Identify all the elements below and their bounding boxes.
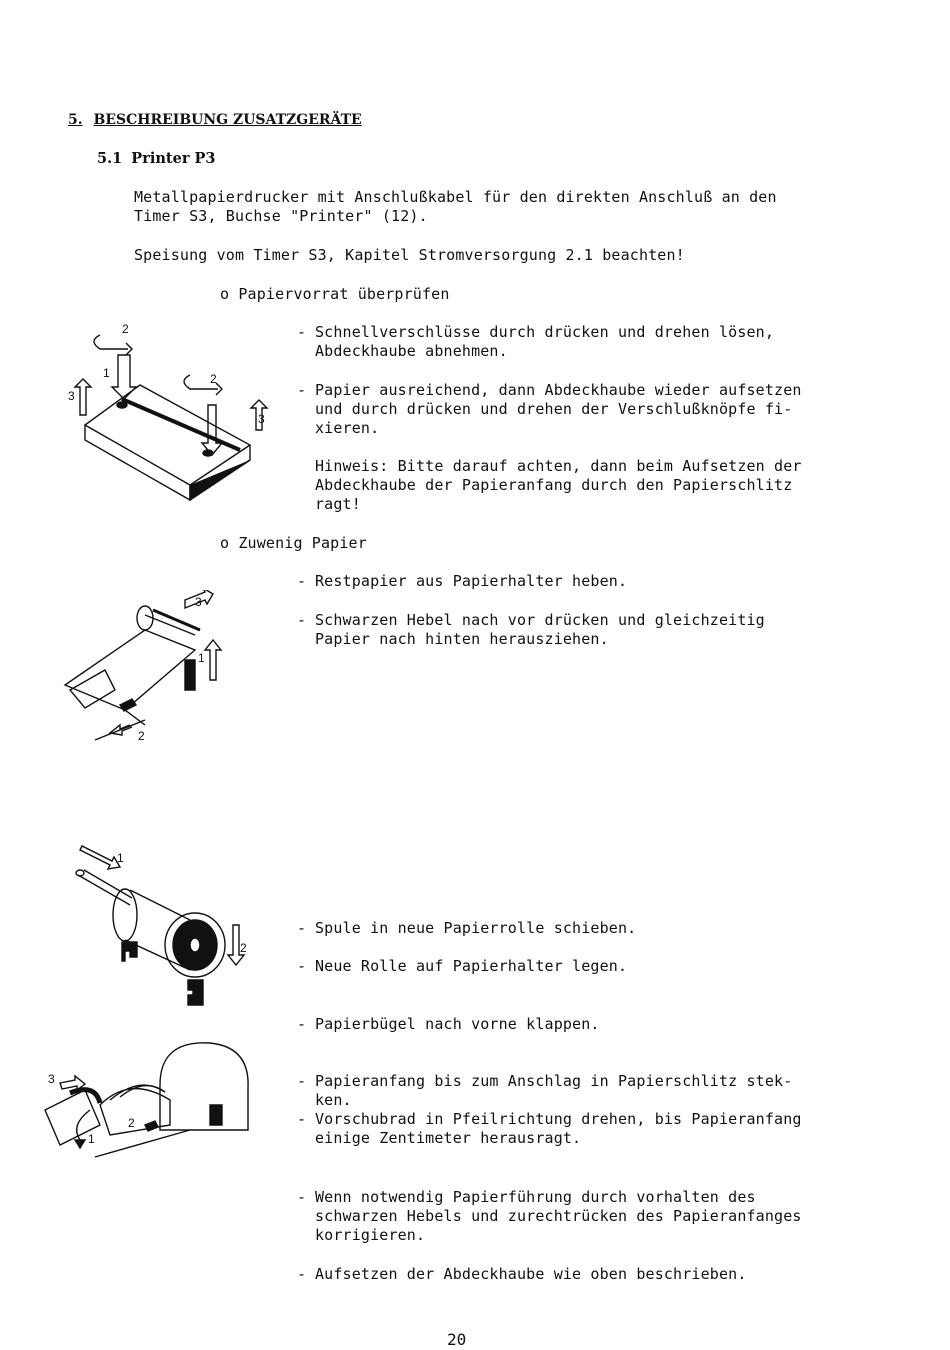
fig1-label-1: 1 xyxy=(103,366,110,380)
hint-line-3: ragt! xyxy=(315,495,361,513)
fig4-label-1: 1 xyxy=(88,1132,95,1146)
step-dash: - xyxy=(297,1188,307,1206)
step-dash: - xyxy=(297,611,307,629)
fig1-label-2a: 2 xyxy=(122,322,129,336)
final-step-1-line-3: korrigieren. xyxy=(315,1226,426,1244)
low-step-2-line-2: Papier nach hinten herausziehen. xyxy=(315,630,609,648)
final-step-2-line-1: Aufsetzen der Abdeckhaube wie oben beschrieben. xyxy=(315,1265,747,1283)
step-dash: - xyxy=(297,1015,307,1033)
printer-cover-illustration xyxy=(60,315,270,515)
final-step-1-line-1: Wenn notwendig Papierführung durch vorhalten des xyxy=(315,1188,756,1206)
fig2-label-3: 3 xyxy=(195,595,202,609)
supply-note: Speisung vom Timer S3, Kapitel Stromversorgung 2.1 beachten! xyxy=(134,246,685,264)
low-step-1-line-1: Restpapier aus Papierhalter heben. xyxy=(315,572,628,590)
fig3-label-2: 2 xyxy=(240,941,247,955)
roll-step-2: Neue Rolle auf Papierhalter legen. xyxy=(315,957,628,975)
check-step-1-line-1: Schnellverschlüsse durch drücken und drehen lösen, xyxy=(315,323,775,341)
check-step-2-line-2: und durch drücken und drehen der Verschlußknöpfe fi- xyxy=(315,400,793,418)
hint-line-2: Abdeckhaube der Papieranfang durch den Papierschlitz xyxy=(315,476,793,494)
check-step-2-line-3: xieren. xyxy=(315,419,380,437)
fig1-label-3b: 3 xyxy=(258,412,265,426)
step-dash: - xyxy=(297,1110,307,1128)
paper-roll-illustration xyxy=(70,840,260,1015)
low-heading: o Zuwenig Papier xyxy=(220,534,367,552)
fig1-label-3a: 3 xyxy=(68,389,75,403)
remove-paper-illustration xyxy=(55,590,245,750)
insert-step-2-line-2: einige Zentimeter herausragt. xyxy=(315,1129,582,1147)
step-dash: - xyxy=(297,572,307,590)
subsection-heading xyxy=(97,150,216,167)
check-heading: o Papiervorrat überprüfen xyxy=(220,285,450,303)
section-number: 5. xyxy=(68,112,83,128)
step-dash: - xyxy=(297,957,307,975)
insert-step-1-line-1: Papieranfang bis zum Anschlag in Papierschlitz stek- xyxy=(315,1072,793,1090)
page-number: 20 xyxy=(447,1330,467,1349)
fig2-label-1: 1 xyxy=(198,651,205,665)
insert-step-1-line-2: ken. xyxy=(315,1091,352,1109)
step-dash: - xyxy=(297,1072,307,1090)
paper-insert-illustration xyxy=(40,1035,250,1170)
check-step-1-line-2: Abdeckhaube abnehmen. xyxy=(315,342,508,360)
intro-line-2: Timer S3, Buchse "Printer" (12). xyxy=(134,207,428,225)
hint-line-1: Hinweis: Bitte darauf achten, dann beim Aufsetzen der xyxy=(315,457,802,475)
section-heading xyxy=(68,112,362,128)
fig4-label-2: 2 xyxy=(128,1116,135,1130)
roll-step-1: Spule in neue Papierrolle schieben. xyxy=(315,919,637,937)
intro-line-1: Metallpapierdrucker mit Anschlußkabel für den direkten Anschluß an den xyxy=(134,188,777,206)
step-dash: - xyxy=(297,1265,307,1283)
final-step-1-line-2: schwarzen Hebels und zurechtrücken des Papieranfanges xyxy=(315,1207,802,1225)
fig1-label-2b: 2 xyxy=(210,372,217,386)
fig2-label-2: 2 xyxy=(138,729,145,743)
fig3-label-1: 1 xyxy=(117,851,124,865)
low-step-2-line-1: Schwarzen Hebel nach vor drücken und gleichzeitig xyxy=(315,611,765,629)
section-title: BESCHREIBUNG ZUSATZGERÄTE xyxy=(93,112,362,128)
roll-step-3: Papierbügel nach vorne klappen. xyxy=(315,1015,600,1033)
subsection-title: Printer P3 xyxy=(131,150,216,167)
step-dash: - xyxy=(297,381,307,399)
check-step-2-line-1: Papier ausreichend, dann Abdeckhaube wieder aufsetzen xyxy=(315,381,802,399)
subsection-number: 5.1 xyxy=(97,150,123,167)
insert-step-2-line-1: Vorschubrad in Pfeilrichtung drehen, bis Papieranfang xyxy=(315,1110,802,1128)
step-dash: - xyxy=(297,323,307,341)
step-dash: - xyxy=(297,919,307,937)
fig4-label-3: 3 xyxy=(48,1072,55,1086)
